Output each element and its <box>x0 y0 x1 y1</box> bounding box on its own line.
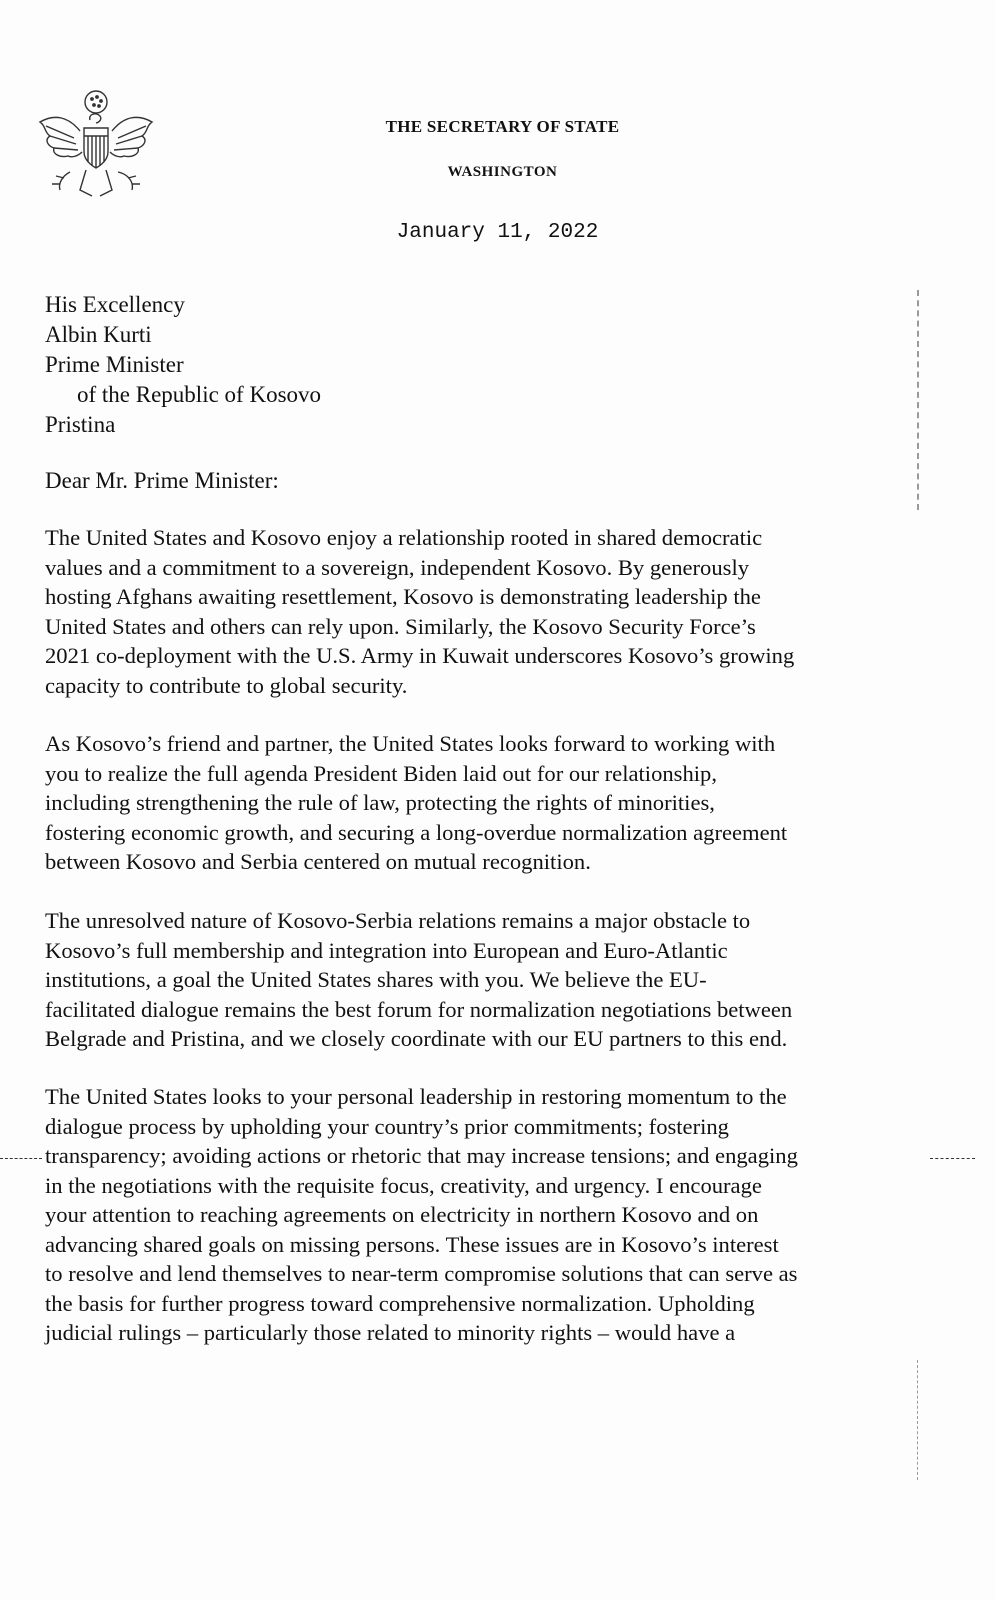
recipient-line: of the Republic of Kosovo <box>77 382 322 407</box>
paragraph-line: institutions, a goal the United States shares with you. We believe the EU- <box>45 967 707 992</box>
paragraph-line: judicial rulings – particularly those related to minority rights – would have a <box>45 1320 736 1345</box>
paragraph-line: The United States and Kosovo enjoy a relationship rooted in shared democratic <box>45 525 763 550</box>
paragraph-line: you to realize the full agenda President Biden laid out for our relationship, <box>45 760 717 786</box>
fold-mark <box>930 1158 975 1159</box>
paragraph-line: between Kosovo and Serbia centered on mutual recognition. <box>45 849 591 874</box>
letter-date: January 11, 2022 <box>396 221 599 244</box>
paragraph-line: The unresolved nature of Kosovo-Serbia relations remains a major obstacle to <box>45 908 751 933</box>
body-paragraph <box>45 729 787 877</box>
paragraph-line: dialogue process by upholding your country’s prior commitments; fostering <box>45 1113 729 1139</box>
eagle-seal-icon <box>30 86 158 206</box>
paragraph-line: the basis for further progress toward comprehensive normalization. Upholding <box>45 1290 755 1316</box>
recipient-line: His Excellency <box>45 292 185 317</box>
recipient-address <box>45 290 321 440</box>
paragraph-line: facilitated dialogue remains the best forum for normalization negotiations between <box>45 996 793 1022</box>
recipient-line: Pristina <box>45 412 116 437</box>
letterhead-title: THE SECRETARY OF STATE <box>385 117 620 136</box>
scan-edge-line <box>917 1360 920 1480</box>
paragraph-line: hosting Afghans awaiting resettlement, Kosovo is demonstrating leadership the <box>45 584 761 609</box>
paragraph-line: advancing shared goals on missing persons. These issues are in Kosovo’s interest <box>45 1231 779 1257</box>
letterhead-city: WASHINGTON <box>447 164 558 180</box>
paragraph-line: transparency; avoiding actions or rhetoric that may increase tensions; and engaging <box>45 1143 798 1168</box>
fold-mark <box>0 1158 42 1159</box>
paragraph-line: fostering economic growth, and securing a long-overdue normalization agreement <box>45 819 788 845</box>
body-paragraph <box>45 523 794 700</box>
paragraph-line: Kosovo’s full membership and integration into European and Euro-Atlantic <box>45 937 728 963</box>
paragraph-line: As Kosovo’s friend and partner, the United States looks forward to working with <box>45 731 776 756</box>
recipient-line: Albin Kurti <box>45 322 152 347</box>
paragraph-line: your attention to reaching agreements on electricity in northern Kosovo and on <box>45 1202 759 1227</box>
paragraph-line: 2021 co-deployment with the U.S. Army in Kuwait underscores Kosovo’s growing <box>45 643 795 668</box>
recipient-line: Prime Minister <box>45 352 184 377</box>
paragraph-line: capacity to contribute to global security. <box>45 672 408 698</box>
scan-edge-line <box>917 290 921 510</box>
body-paragraph <box>45 906 792 1054</box>
paragraph-line: United States and others can rely upon. Similarly, the Kosovo Security Force’s <box>45 613 756 639</box>
paragraph-line: Belgrade and Pristina, and we closely coordinate with our EU partners to this end. <box>45 1026 788 1051</box>
paragraph-line: values and a commitment to a sovereign, independent Kosovo. By generously <box>45 554 750 580</box>
body-paragraph <box>45 1082 798 1348</box>
salutation: Dear Mr. Prime Minister: <box>45 468 279 493</box>
paragraph-line: in the negotiations with the requisite focus, creativity, and urgency. I encourage <box>45 1172 762 1198</box>
paragraph-line: including strengthening the rule of law, protecting the rights of minorities, <box>45 790 715 815</box>
paragraph-line: to resolve and lend themselves to near-term compromise solutions that can serve as <box>45 1261 798 1286</box>
paragraph-line: The United States looks to your personal leadership in restoring momentum to the <box>45 1084 787 1109</box>
